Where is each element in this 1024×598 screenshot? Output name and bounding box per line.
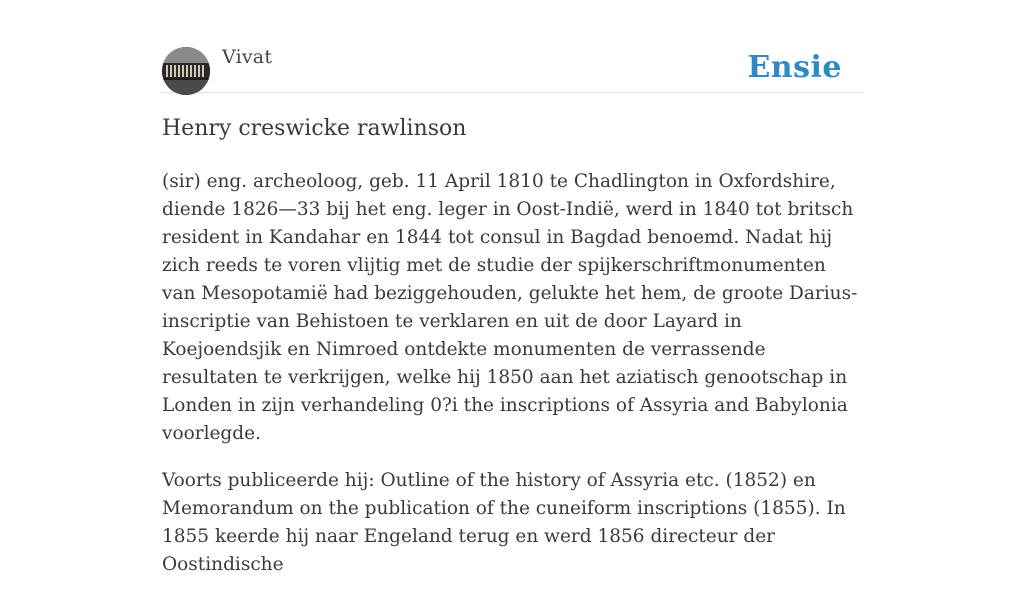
author-name[interactable]: Vivat [222,46,273,68]
page-container [162,0,862,575]
article-body [162,168,862,598]
avatar[interactable] [162,47,210,95]
header [162,0,862,93]
article-paragraph: (sir) eng. archeoloog, geb. 11 April 1810 te Chadlington in Oxfordshire, diende 1826—33 bij het eng. leger in Oost-Indië, werd in 1840 tot britsch resident in Kandahar en 1844 tot consul in Bagdad benoemd. Nadat hij zich reeds te voren vlijtig met de studie der spijkerschriftmonumenten van Mesopotamië had beziggehouden, gelukte het hem, de groote Darius-inscriptie van Behistoen te verklaren en uit de door Layard in Koejoendsjik en Nimroed ontdekte monumenten de verrassende resultaten te verkrijgen, welke hij 1850 aan het aziatisch genootschap in Londen in zijn verhandeling 0?i the inscriptions of Assyria and Babylonia voorlegde. [162,171,858,444]
article-title: Henry creswicke rawlinson [162,116,467,141]
library-avatar-image [162,47,210,95]
article-paragraph: Voorts publiceerde hij: Outline of the history of Assyria etc. (1852) en Memorandum on the publication of the cuneiform inscriptions (1855). In 1855 keerde hij naar Engeland terug en werd 1856 directeur der Oostindische [162,470,846,575]
brand-logo[interactable]: Ensie [747,50,842,85]
